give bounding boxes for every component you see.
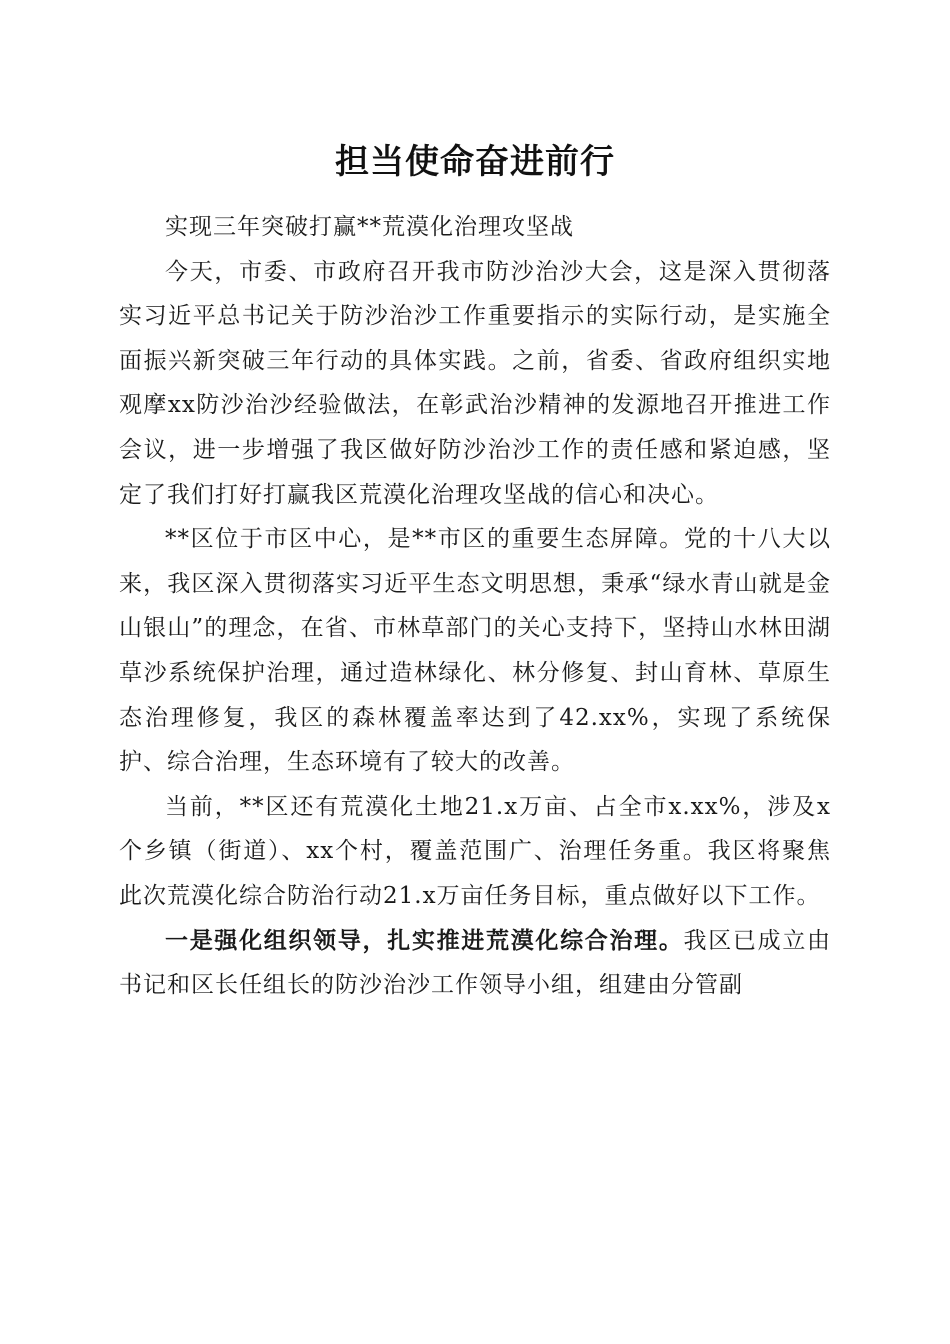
paragraph-1-text: 今天，市委、市政府召开我市防沙治沙大会，这是深入贯彻落实习近平总书记关于防沙治沙工作重要指示的实际行动，是实施全面振兴新突破三年行动的具体实践。之前，省委、省政府组织实地观摩xx防沙治沙经验做法，在彰武治沙精神的发源地召开推进工作会议，进一步增强了我区做好防沙治沙工作的责任感和紧迫感，坚定了我们打好打赢我区荒漠化治理攻坚战的信心和决心。 — [119, 258, 831, 508]
document-body — [119, 205, 831, 1008]
paragraph-4-text: 我区已成立由书记和区长任组长的防沙治沙工作领导小组，组建由分管副 — [119, 927, 832, 999]
subtitle: 实现三年突破打赢**荒漠化治理攻坚战 — [165, 214, 574, 240]
paragraph-3-text: 当前，**区还有荒漠化土地21.x万亩、占全市x.xx%，涉及x个乡镇（街道）、xx个村，覆盖范围广、治理任务重。我区将聚焦此次荒漠化综合防治行动21.x万亩任务目标，重点做好以下工作。 — [119, 793, 831, 909]
paragraph-4-lead: 一是强化组织领导，扎实推进荒漠化综合治理。 — [165, 926, 684, 954]
document-title: 担当使命奋进前行 — [335, 142, 615, 182]
paragraph-1 — [119, 250, 831, 518]
paragraph-3 — [119, 785, 831, 919]
paragraph-4 — [119, 919, 831, 1008]
paragraph-2 — [119, 517, 831, 785]
paragraph-2-text: **区位于市区中心，是**市区的重要生态屏障。党的十八大以来，我区深入贯彻落实习近平生态文明思想，秉承“绿水青山就是金山银山”的理念，在省、市林草部门的关心支持下，坚持山水林田湖草沙系统保护治理，通过造林绿化、林分修复、封山育林、草原生态治理修复，我区的森林覆盖率达到了42.xx%，实现了系统保护、综合治理，生态环境有了较大的改善。 — [119, 526, 831, 776]
